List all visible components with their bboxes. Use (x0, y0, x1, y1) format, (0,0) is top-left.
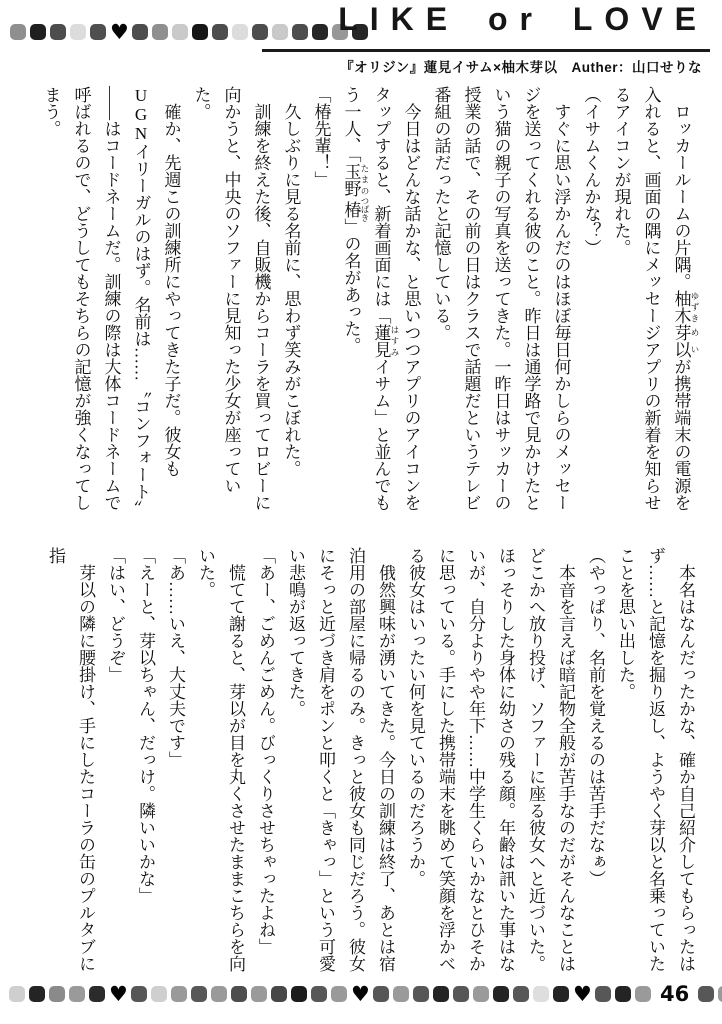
deco-square (232, 24, 248, 40)
deco-square (90, 24, 106, 40)
deco-square (89, 986, 105, 1002)
bottom-border-left (9, 982, 651, 1006)
page-title: LIKE or LOVE (338, 1, 708, 37)
deco-square (331, 986, 347, 1002)
deco-square (192, 24, 208, 40)
paragraph: 本名はなんだったかな、確か自己紹介してもらったはず……と記憶を掘り返し、ようやく芽以と名乗っていたことを思い出した。 (616, 547, 695, 972)
deco-square (131, 986, 147, 1002)
deco-square (615, 986, 631, 1002)
deco-square (553, 986, 569, 1002)
paragraph: 久しぶりに見る名前に、思わず笑みがこぼれた。 (281, 86, 301, 477)
heart-icon: ♥ (351, 982, 370, 1006)
deco-square (212, 24, 228, 40)
deco-square (152, 24, 168, 40)
deco-square (69, 986, 85, 1002)
paragraph: 確か、先週この訓練所にやってきた子だ。彼女もUGNイリーガルのはず。名前は……〝コンフォート〟――はコードネームだ。訓練の際は大体コードネームで呼ばれるので、どうしてもそちらの記憶が強くなってしまう。 (41, 86, 181, 511)
deco-square (433, 986, 449, 1002)
deco-square (211, 986, 227, 1002)
paragraph: 「えーと、芽以ちゃん、だっけ。隣いいかな」 (136, 547, 155, 904)
deco-square (252, 24, 268, 40)
deco-square (473, 986, 489, 1002)
paragraph: すぐに思い浮かんだのはほぼ毎日何かしらのメッセージを送ってくれる彼のこと。昨日は通学路で見かけたという猫の親子の写真を送ってきた。一昨日はサッカーの授業の話で、その前の日はクラスで話題だというテレビ番組の話だったと記憶している。 (431, 86, 571, 511)
deco-square (70, 24, 86, 40)
paragraph: 俄然興味が湧いてきた。今日の訓練は終了、あとは宿泊用の部屋に帰るのみ。きっと彼女も同じだろう。彼女にそっと近づき肩をポンと叩くと「きゃっ」という可愛い悲鳴が返ってきた。 (286, 547, 395, 972)
deco-square (292, 24, 308, 40)
deco-square (172, 24, 188, 40)
paragraph: 本音を言えば暗記物全般が苦手なのだがそんなことはどこかへ放り投げ、ソファーに座る彼女へと近づいた。ほっそりした身体に幼さの残る顔。年齢は訊いた事はないが、自分よりやや年下……中学生くらいかなとひそかに思っている。手にした携帯端末を眺めて笑顔を浮かべる彼女はいったい何を見ているのだろうか。 (406, 547, 575, 972)
paragraph: 「あ……いえ、大丈夫です」 (166, 547, 185, 768)
deco-square (311, 986, 327, 1002)
deco-square (251, 986, 267, 1002)
body-text-upper (41, 86, 700, 513)
deco-square (493, 986, 509, 1002)
deco-square (393, 986, 409, 1002)
page-number: 46 (660, 982, 690, 1006)
title-underline (262, 49, 710, 52)
body-text-lower (40, 547, 700, 976)
heart-icon: ♥ (109, 982, 128, 1006)
deco-square (49, 986, 65, 1002)
paragraph: 「はい、どうぞ」 (106, 547, 125, 683)
deco-square (272, 24, 288, 40)
deco-square (191, 986, 207, 1002)
paragraph: 「椿先輩！」 (311, 86, 331, 188)
deco-square (29, 986, 45, 1002)
deco-square (718, 986, 722, 1002)
deco-square (30, 24, 46, 40)
paragraph: 芽以の隣に腰掛け、手にしたコーラの缶のプルタブに指 (46, 547, 95, 972)
deco-square (9, 986, 25, 1002)
deco-square (231, 986, 247, 1002)
decorative-border-top (10, 20, 368, 44)
paragraph: （やっぱり、名前を覚えるのは苦手だなぁ） (586, 547, 605, 887)
deco-square (698, 986, 714, 1002)
decorative-border-bottom (9, 982, 722, 1006)
deco-square (171, 986, 187, 1002)
paragraph: （イサムくんかな？） (581, 86, 601, 256)
credit-line: 『オリジン』蓮見イサム×柚木芽以 Auther：山口せりな (340, 60, 702, 75)
heart-icon: ♥ (110, 20, 129, 44)
deco-square (271, 986, 287, 1002)
deco-square (312, 24, 328, 40)
deco-square (132, 24, 148, 40)
deco-square (513, 986, 529, 1002)
paragraph: 訓練を終えた後、自販機からコーラを買ってロビーに向かうと、中央のソファーに見知った少女が座っていた。 (191, 86, 271, 511)
deco-square (533, 986, 549, 1002)
deco-square (413, 986, 429, 1002)
deco-square (595, 986, 611, 1002)
deco-square (373, 986, 389, 1002)
heart-icon: ♥ (573, 982, 592, 1006)
paragraph: 今日はどんな話かな、と思いつつアプリのアイコンをタップすると、新着画面には「蓮見 はすみイサム」と並んでもう一人、「玉野 たまの椿 つばき」の名があった。 (341, 86, 421, 511)
deco-square (453, 986, 469, 1002)
deco-square (50, 24, 66, 40)
deco-square (635, 986, 651, 1002)
deco-square (151, 986, 167, 1002)
bottom-border-right (698, 986, 722, 1002)
deco-square (10, 24, 26, 40)
paragraph: 慌てて謝ると、芽以が目を丸くさせたままこちらを向いた。 (196, 547, 245, 972)
deco-square (291, 986, 307, 1002)
paragraph: ロッカールームの片隅。柚木 ゆずき芽以 めいが携帯端末の電源を入れると、画面の隅にメッセージアプリの新着を知らせるアイコンが現れた。 (611, 86, 700, 511)
paragraph: 「あー、ごめんごめん。びっくりさせちゃったよね」 (256, 547, 275, 955)
